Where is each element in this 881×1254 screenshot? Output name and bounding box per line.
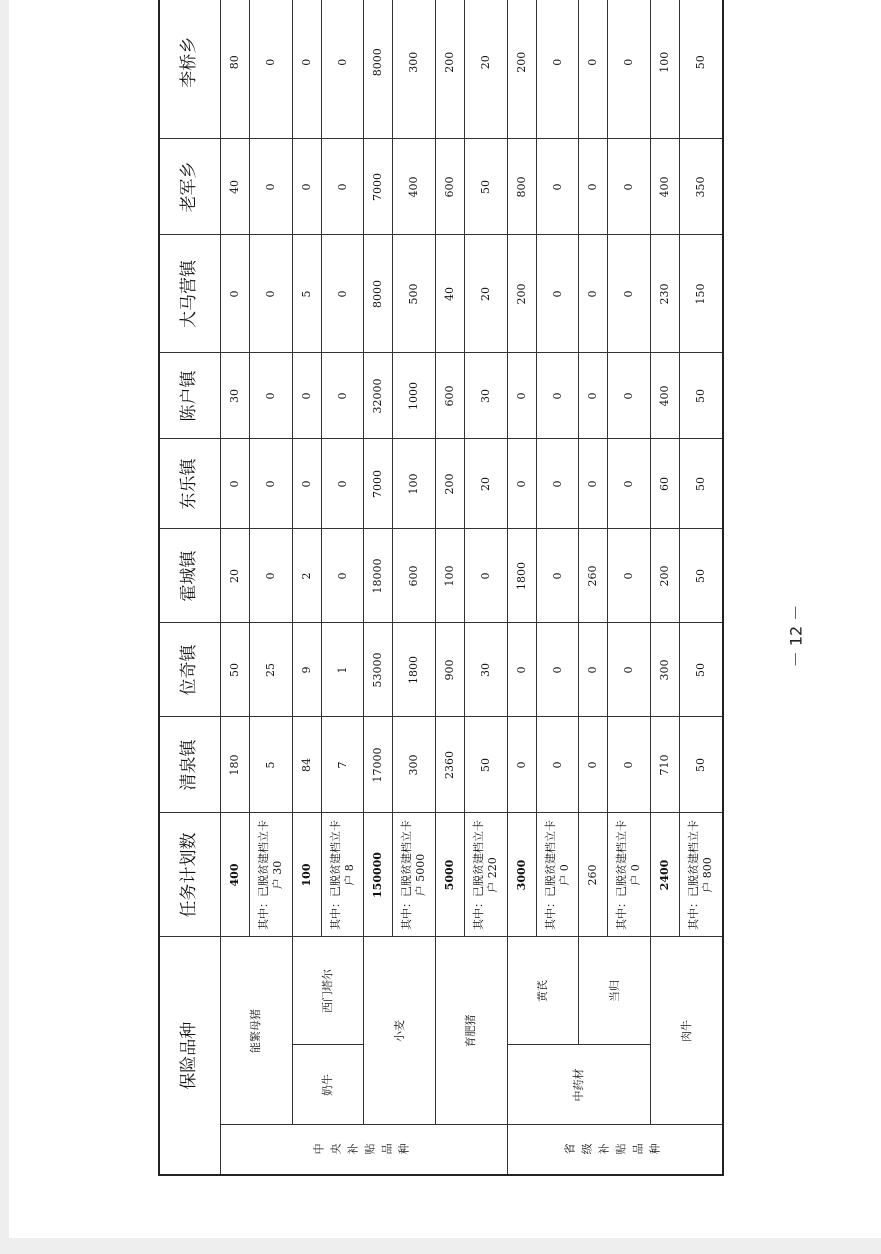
header-town: 李桥乡: [159, 0, 221, 139]
note-value: 0: [608, 529, 651, 623]
note-value: 300: [393, 717, 436, 813]
note-value: 50: [680, 439, 723, 529]
page-edge-bottom: [0, 1238, 881, 1254]
note-value: 0: [608, 353, 651, 439]
town-value: 100: [436, 529, 465, 623]
town-value: 0: [507, 623, 536, 717]
group-herbs: 中药材: [507, 1045, 650, 1125]
note-value: 50: [680, 717, 723, 813]
note-value: 25: [250, 623, 293, 717]
header-town: 东乐镇: [159, 439, 221, 529]
note-value: 7: [321, 717, 364, 813]
note-value: 50: [465, 717, 508, 813]
note-value: 150: [680, 235, 723, 353]
note-value: 50: [465, 139, 508, 235]
town-value: 800: [507, 139, 536, 235]
poverty-note: 其中：已脱贫建档立卡户 0: [608, 813, 651, 937]
plan-value: 400: [221, 813, 250, 937]
town-value: 0: [579, 353, 608, 439]
note-value: 0: [536, 235, 579, 353]
town-value: 100: [651, 0, 680, 139]
note-value: 0: [536, 717, 579, 813]
table-row: [507, 0, 536, 1175]
note-value: 30: [465, 353, 508, 439]
town-value: 300: [651, 623, 680, 717]
note-value: 1: [321, 623, 364, 717]
town-value: 600: [436, 139, 465, 235]
plan-value: 260: [579, 813, 608, 937]
group-central: 中央补贴品种: [221, 1125, 508, 1175]
town-value: 0: [579, 623, 608, 717]
note-value: 0: [250, 353, 293, 439]
town-value: 8000: [364, 235, 393, 353]
town-value: 200: [436, 439, 465, 529]
note-value: 5: [250, 717, 293, 813]
town-value: 40: [221, 139, 250, 235]
town-value: 32000: [364, 353, 393, 439]
town-value: 0: [221, 235, 250, 353]
note-value: 0: [250, 529, 293, 623]
insurance-task-table: [158, 0, 724, 1176]
poverty-note: 其中：已脱贫建档立卡户 0: [536, 813, 579, 937]
poverty-note: 其中：已脱贫建档立卡户 220: [465, 813, 508, 937]
table-row: [221, 0, 250, 1175]
table-row: [364, 0, 393, 1175]
town-value: 60: [651, 439, 680, 529]
town-value: 0: [579, 235, 608, 353]
town-value: 0: [507, 353, 536, 439]
town-value: 900: [436, 623, 465, 717]
product-name: 能繁母猪: [221, 937, 293, 1125]
table-row: [651, 0, 680, 1175]
town-value: 710: [651, 717, 680, 813]
town-value: 200: [507, 0, 536, 139]
town-value: 0: [292, 353, 321, 439]
town-value: 50: [221, 623, 250, 717]
plan-value: 2400: [651, 813, 680, 937]
town-value: 260: [579, 529, 608, 623]
note-value: 50: [680, 353, 723, 439]
group-dairy: 奶牛: [292, 1045, 364, 1125]
note-value: 0: [250, 0, 293, 139]
town-value: 0: [579, 439, 608, 529]
note-value: 0: [608, 717, 651, 813]
group-provincial: 省级补贴品种: [507, 1125, 723, 1175]
note-value: 0: [608, 439, 651, 529]
town-value: 9: [292, 623, 321, 717]
plan-value: 100: [292, 813, 321, 937]
page-number: － 12 －: [786, 604, 806, 668]
note-value: 0: [608, 0, 651, 139]
header-town: 大马营镇: [159, 235, 221, 353]
town-value: 40: [436, 235, 465, 353]
rotated-table-container: [158, 36, 724, 1176]
poverty-note: 其中：已脱贫建档立卡户 5000: [393, 813, 436, 937]
town-value: 84: [292, 717, 321, 813]
plan-value: 5000: [436, 813, 465, 937]
town-value: 200: [507, 235, 536, 353]
town-value: 0: [221, 439, 250, 529]
plan-value: 150000: [364, 813, 393, 937]
town-value: 7000: [364, 139, 393, 235]
town-value: 5: [292, 235, 321, 353]
town-value: 20: [221, 529, 250, 623]
note-value: 500: [393, 235, 436, 353]
note-value: 1800: [393, 623, 436, 717]
town-value: 80: [221, 0, 250, 139]
header-town: 陈户镇: [159, 353, 221, 439]
town-value: 200: [436, 0, 465, 139]
header-town: 位奇镇: [159, 623, 221, 717]
town-value: 0: [507, 439, 536, 529]
table-row: [436, 0, 465, 1175]
product-name: 肉牛: [651, 937, 723, 1125]
product-name: 当归: [579, 937, 651, 1045]
note-value: 0: [321, 0, 364, 139]
note-value: 400: [393, 139, 436, 235]
note-value: 0: [536, 529, 579, 623]
note-value: 0: [536, 623, 579, 717]
town-value: 0: [579, 0, 608, 139]
note-value: 0: [608, 139, 651, 235]
poverty-note: 其中：已脱贫建档立卡户 30: [250, 813, 293, 937]
note-value: 350: [680, 139, 723, 235]
note-value: 30: [465, 623, 508, 717]
town-value: 30: [221, 353, 250, 439]
town-value: 2: [292, 529, 321, 623]
header-row: [159, 0, 221, 1175]
product-name: 黄芪: [507, 937, 579, 1045]
town-value: 180: [221, 717, 250, 813]
town-value: 0: [579, 139, 608, 235]
note-value: 600: [393, 529, 436, 623]
note-value: 50: [680, 529, 723, 623]
town-value: 0: [579, 717, 608, 813]
town-value: 7000: [364, 439, 393, 529]
town-value: 600: [436, 353, 465, 439]
note-value: 0: [536, 0, 579, 139]
note-value: 0: [536, 439, 579, 529]
poverty-note: 其中：已脱贫建档立卡户 800: [680, 813, 723, 937]
town-value: 18000: [364, 529, 393, 623]
page-edge: [0, 0, 9, 1254]
town-value: 17000: [364, 717, 393, 813]
note-value: 0: [321, 139, 364, 235]
town-value: 230: [651, 235, 680, 353]
town-value: 200: [651, 529, 680, 623]
note-value: 0: [321, 353, 364, 439]
note-value: 0: [250, 139, 293, 235]
note-value: 50: [680, 623, 723, 717]
town-value: 53000: [364, 623, 393, 717]
note-value: 50: [680, 0, 723, 139]
note-value: 0: [536, 353, 579, 439]
note-value: 20: [465, 235, 508, 353]
product-name: 西门塔尔: [292, 937, 364, 1045]
note-value: 0: [536, 139, 579, 235]
plan-value: 3000: [507, 813, 536, 937]
town-value: 400: [651, 353, 680, 439]
note-value: 100: [393, 439, 436, 529]
town-value: 400: [651, 139, 680, 235]
town-value: 2360: [436, 717, 465, 813]
note-value: 300: [393, 0, 436, 139]
poverty-note: 其中：已脱贫建档立卡户 8: [321, 813, 364, 937]
header-town: 老军乡: [159, 139, 221, 235]
product-name: 育肥猪: [436, 937, 508, 1125]
note-value: 0: [608, 235, 651, 353]
town-value: 0: [292, 439, 321, 529]
town-value: 0: [507, 717, 536, 813]
note-value: 0: [321, 235, 364, 353]
product-name: 小麦: [364, 937, 436, 1125]
note-value: 0: [250, 439, 293, 529]
town-value: 0: [292, 0, 321, 139]
town-value: 1800: [507, 529, 536, 623]
town-value: 0: [292, 139, 321, 235]
town-value: 8000: [364, 0, 393, 139]
header-category: 保险品种: [159, 937, 221, 1175]
header-plan: 任务计划数: [159, 813, 221, 937]
note-value: 0: [250, 235, 293, 353]
note-value: 1000: [393, 353, 436, 439]
table-row: [579, 0, 608, 1175]
table-row: [292, 0, 321, 1175]
header-town: 清泉镇: [159, 717, 221, 813]
header-town: 霍城镇: [159, 529, 221, 623]
note-value: 20: [465, 0, 508, 139]
note-value: 0: [321, 529, 364, 623]
note-value: 0: [465, 529, 508, 623]
note-value: 0: [321, 439, 364, 529]
note-value: 20: [465, 439, 508, 529]
note-value: 0: [608, 623, 651, 717]
